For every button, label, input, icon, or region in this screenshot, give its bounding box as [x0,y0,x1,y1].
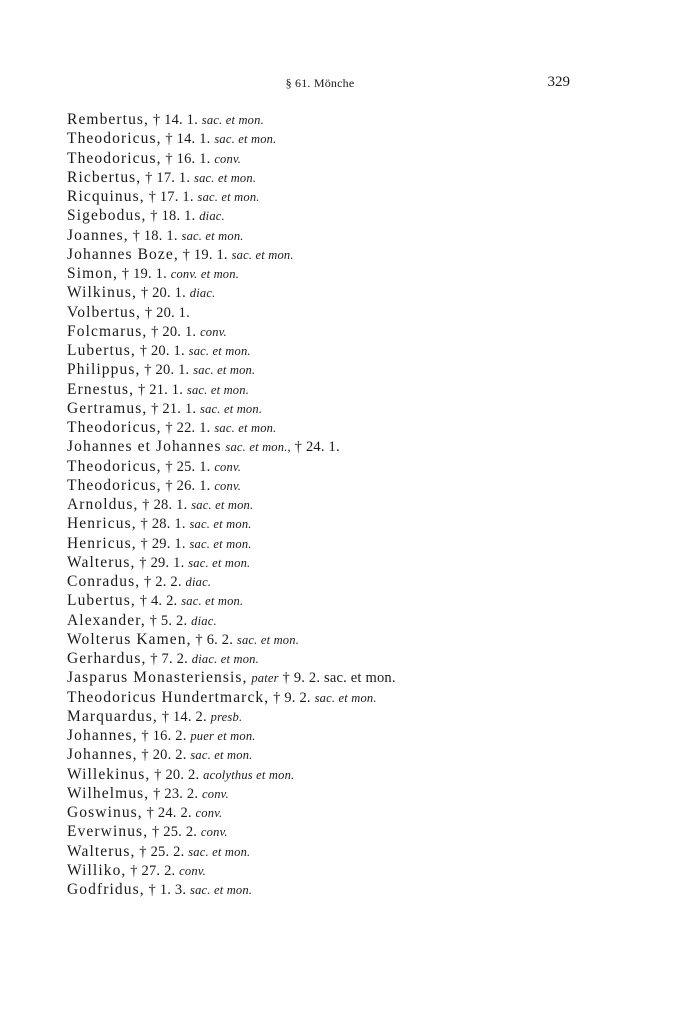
entry-name: Gerhardus, [67,650,147,667]
list-item [67,688,627,707]
entry-date: † 18. 1. [146,208,200,225]
entry-name: Theodoricus, [67,476,162,494]
entry-status: sac. et mon. [190,748,253,763]
list-item [67,880,627,899]
list-item [67,514,627,533]
entry-status: sac. et mon. [188,844,251,859]
monk-list [67,110,627,899]
entry-date: † 16. 2. [137,728,191,744]
entry-date: † 2. 2. [140,574,186,590]
entry-name: Lubertus, [67,342,136,359]
entry-date: † 23. 2. [149,785,203,802]
entry-status: sac. et mon. [186,382,250,397]
entry-name: Theodoricus Hundertmarck, [67,688,270,706]
entry-date: † 1. 3. [144,882,191,898]
entry-date: † 20. 1. [140,362,194,379]
list-item [67,842,627,861]
list-item [67,861,627,880]
list-item [67,303,627,322]
list-item [67,495,627,514]
entry-status: sac. et mon. [194,170,257,185]
entry-date: † 14. 1. [161,131,215,148]
entry-status: sac. et mon. [314,690,377,705]
entry-name: Simon, [67,265,118,282]
list-item [67,380,627,399]
list-item [67,245,627,264]
entry-name: Arnoldus, [67,496,139,513]
entry-status: diac. [189,286,216,301]
entry-date: † 18. 1. [128,227,182,244]
entry-name: Willekinus, [67,765,151,783]
entry-status: puer et mon. [190,729,256,743]
entry-date: † 20. 2. [150,766,204,783]
list-item [67,226,627,245]
list-item [67,649,627,668]
entry-date: † 21. 1. [147,400,201,417]
entry-date: † 20. 2. [137,747,191,764]
entry-name: Ernestus, [67,380,135,398]
entry-date: † 5. 2. [145,612,192,629]
entry-status: conv. [195,806,223,820]
list-item [67,553,627,572]
entry-name: Everwinus, [67,823,149,841]
list-item [67,129,627,148]
entry-status: sac. et mon. [231,247,294,262]
entry-status: sac. et mon. [200,401,263,416]
entry-name: Theodoricus, [67,130,162,148]
entry-name: Sigebodus, [67,207,147,225]
entry-name: Conradus, [67,573,141,590]
entry-status: pater [251,671,279,686]
entry-name: Williko, [67,861,127,879]
entry-status: conv. [214,151,242,166]
list-item [67,341,627,360]
entry-status: sac. et mon. [181,594,244,609]
list-item [67,437,627,456]
entry-name: Marquardus, [67,707,158,725]
entry-status: sac. et mon. [214,132,277,147]
list-item [67,322,627,341]
list-item [67,707,627,726]
list-item [67,206,627,225]
list-item [67,630,627,649]
entry-name: Theodoricus, [67,149,162,167]
entry-status: conv. [200,324,227,339]
entry-date: † 27. 2. [126,862,180,879]
entry-name: Walterus, [67,842,136,860]
entry-date: † 29. 1. [135,554,189,571]
section-title: § 61. Mönche [285,76,355,90]
list-item [67,418,627,437]
entry-date: † 20. 1. [141,304,190,321]
entry-name: Volbertus, [67,303,142,321]
entry-date: † 7. 2. [146,651,192,667]
list-item [67,187,627,206]
list-item [67,572,627,591]
entry-date: † 29. 1. [136,535,190,552]
list-item [67,803,627,822]
entry-status: sac. et mon. [191,498,254,512]
entry-status: sac. et mon. [188,555,251,570]
entry-name: Wilhelmus, [67,784,150,802]
entry-name: Johannes et Johannes [67,438,222,456]
entry-name: Lubertus, [67,592,136,610]
list-item [67,283,627,302]
list-item [67,591,627,610]
entry-name: Gertramus, [67,399,148,417]
list-item [67,726,627,745]
list-item [67,534,627,553]
entry-date: † 28. 1. [136,516,190,533]
entry-date: † 19. 1. [117,266,171,282]
entry-name: Ricquinus, [67,188,145,205]
entry-status: conv. [214,478,242,493]
entry-status: sac. et mon. [189,517,252,532]
entry-date: † 9. 2. [269,689,315,706]
list-item [67,168,627,187]
entry-status: diac. [199,209,225,224]
entry-date: † 19. 1. [178,246,232,263]
list-item [67,784,627,803]
entry-name: Jasparus Monasteriensis, [67,669,248,687]
entry-name: Ricbertus, [67,168,142,186]
entry-name: Johannes Boze, [67,245,179,263]
entry-date: † 25. 1. [161,458,215,475]
entry-status: conv. et mon. [170,267,240,281]
entry-name: Henricus, [67,515,137,533]
entry-status: conv. [179,863,206,878]
entry-date: † 25. 2. [135,843,189,860]
page-number: 329 [547,74,570,90]
entry-date: † 14. 1. [149,112,202,128]
entry-date: † 16. 1. [161,150,215,167]
entry-status: sac. et mon. [214,421,277,435]
list-item [67,765,627,784]
entry-date: † 14. 2. [157,708,211,725]
list-item [67,110,627,129]
entry-status: acolythus et mon. [203,767,295,782]
entry-status: sac. et mon. [181,228,244,243]
entry-date: † 20. 1. [135,343,189,359]
entry-date: † 6. 2. [191,631,237,648]
list-item [67,822,627,841]
entry-date: † 17. 1. [141,169,195,186]
entry-status: sac. et mon., [225,440,291,455]
entry-date: † 25. 2. [148,824,201,841]
entry-status: sac. et mon. [188,344,251,358]
entry-tail: † 9. 2. sac. et mon. [278,670,396,687]
entry-name: Henricus, [67,534,137,552]
running-head [0,74,640,94]
entry-date: † 21. 1. [134,381,187,398]
list-item [67,476,627,495]
entry-name: Alexander, [67,611,146,629]
entry-tail: † 24. 1. [290,439,340,456]
entry-name: Philippus, [67,361,141,379]
entry-date: † 4. 2. [135,593,182,610]
entry-name: Goswinus, [67,804,143,821]
list-item [67,457,627,476]
entry-status: diac. et mon. [191,652,259,666]
entry-date: † 22. 1. [161,420,215,436]
entry-status: conv. [200,825,228,840]
list-item [67,745,627,764]
entry-date: † 17. 1. [144,189,198,205]
entry-name: Theodoricus, [67,419,162,436]
entry-date: † 26. 1. [161,477,215,494]
entry-status: sac. et mon. [193,363,256,378]
entry-name: Theodoricus, [67,457,162,475]
entry-date: † 24. 2. [142,805,196,821]
entry-status: conv. [214,459,242,474]
entry-name: Wilkinus, [67,284,137,302]
list-item [67,264,627,283]
entry-status: sac. et mon. [190,883,253,897]
entry-name: Walterus, [67,553,136,571]
entry-status: diac. [185,575,212,589]
entry-status: presb. [210,709,243,724]
list-item [67,668,627,687]
entry-status: sac. et mon. [197,190,260,204]
entry-status: conv. [202,786,229,801]
entry-name: Johannes, [67,727,138,744]
entry-name: Wolterus Kamen, [67,630,192,648]
entry-status: diac. [191,613,217,628]
entry-name: Johannes, [67,746,138,764]
entry-status: sac. et mon. [189,536,252,551]
entry-date: † 28. 1. [138,497,192,513]
entry-date: † 20. 1. [147,323,201,340]
entry-name: Godfridus, [67,881,145,898]
entry-name: Folcmarus, [67,322,148,340]
entry-status: sac. et mon. [201,113,264,127]
entry-name: Rembertus, [67,111,150,128]
entry-date: † 20. 1. [137,285,190,302]
list-item [67,611,627,630]
list-item [67,360,627,379]
list-item [67,399,627,418]
entry-name: Joannes, [67,226,129,244]
list-item [67,149,627,168]
entry-status: sac. et mon. [236,632,300,647]
